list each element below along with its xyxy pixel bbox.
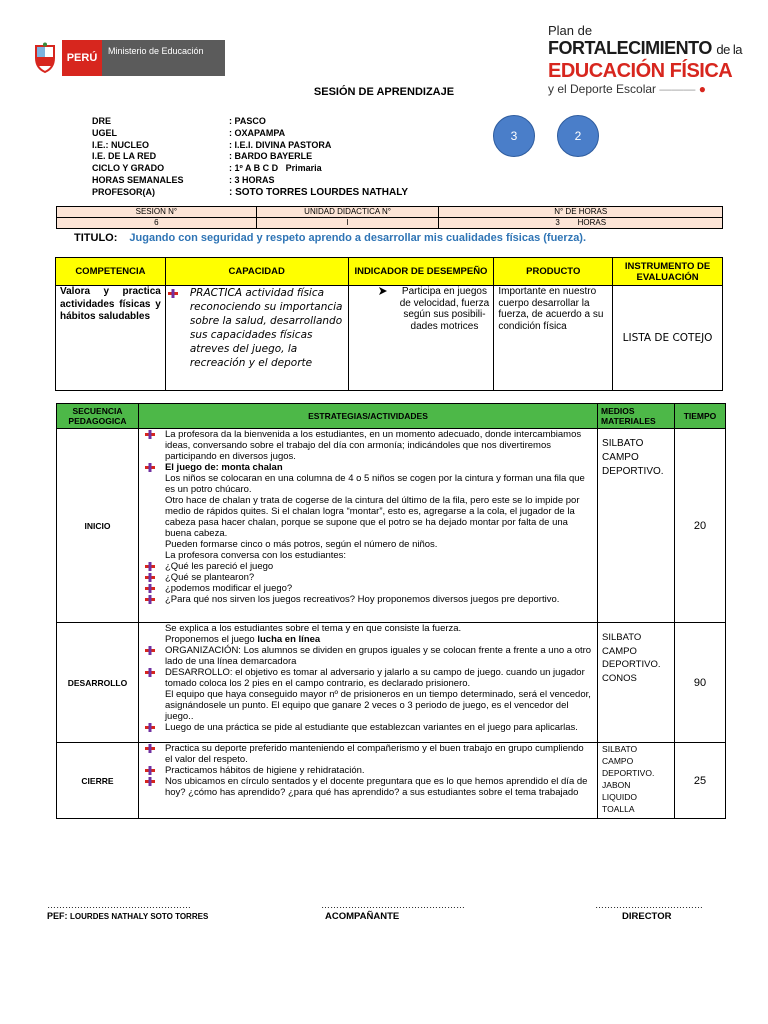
material-item: DEPORTIVO. xyxy=(602,768,655,778)
activities-list xyxy=(139,743,597,798)
circle-badge-2: 2 xyxy=(557,115,599,157)
peru-label: PERÚ xyxy=(62,40,102,76)
activity-text: ¿Para qué nos sirven los juegos recreativos? Hoy proponemos diversos juegos pre deportivo. xyxy=(164,594,560,605)
acompanante-label: ACOMPAÑANTE xyxy=(325,911,400,922)
activities-header: TIEMPO xyxy=(675,404,726,429)
activities-list xyxy=(139,429,597,605)
session-value: I xyxy=(256,218,439,229)
activities-cell xyxy=(138,743,597,819)
activity-text: ¿Qué se plantearon? xyxy=(164,572,255,583)
info-row xyxy=(92,187,408,199)
competency-header: CAPACIDAD xyxy=(165,258,348,286)
stage-cell: INICIO xyxy=(57,429,139,623)
activity-item xyxy=(145,583,593,594)
page-title: SESIÓN DE APRENDIZAJE xyxy=(313,86,455,98)
bullet-icon xyxy=(145,573,155,582)
signature-line-pef: ………………………………………… xyxy=(47,900,191,910)
info-key: UGEL xyxy=(92,127,118,138)
bullet-icon xyxy=(145,646,155,655)
activity-row-desarrollo xyxy=(57,623,726,743)
session-value: 3 HORAS xyxy=(439,218,723,229)
activity-text: Practicamos hábitos de higiene y rehidratación. xyxy=(164,765,365,776)
info-value: : 3 HORAS xyxy=(229,174,275,185)
competency-header: INDICADOR DE DESEMPEÑO xyxy=(348,258,494,286)
competency-header: PRODUCTO xyxy=(494,258,613,286)
activity-text: La profesora conversa con los estudiantes: xyxy=(164,550,347,561)
material-item: CONOS xyxy=(602,672,637,684)
ministry-label: Ministerio de Educación xyxy=(102,40,225,76)
activity-text: El equipo que haya conseguido mayor nº de prisioneros en un tiempo determinado, será el vencedor, asignándosele un punto. El equipo que ganare 2 veces o 3 periodo de juego, es el vencedor del juego.. xyxy=(164,689,591,722)
material-item: SILBATO xyxy=(602,632,642,643)
plan-line1: Plan de xyxy=(548,23,593,38)
info-key: DRE xyxy=(92,116,112,126)
session-header: SESION N° xyxy=(57,207,257,218)
info-value: : BARDO BAYERLE xyxy=(229,151,313,162)
bullet-icon xyxy=(145,744,155,753)
session-value: 6 xyxy=(57,218,257,229)
info-key: PROFESOR(A) xyxy=(92,186,155,197)
plan-line4: y el Deporte Escolar xyxy=(548,82,657,96)
info-key: I.E.: NUCLEO xyxy=(92,139,150,150)
material-item: LIQUIDO xyxy=(602,792,637,802)
pef-name: LOURDES NATHALY SOTO TORRES xyxy=(70,912,209,921)
activities-header: SECUENCIA PEDAGOGICA xyxy=(57,404,139,429)
activity-text: El juego de: monta chalan xyxy=(164,462,283,473)
info-value: : 1º A B C D Primaria xyxy=(229,163,322,174)
signature-line-acompanante: ………………………………………… xyxy=(321,900,465,910)
activity-item xyxy=(145,722,593,733)
titulo-line xyxy=(74,232,586,244)
competency-header-row xyxy=(56,258,723,286)
arrow-bullet-icon xyxy=(379,287,387,299)
capacidad-bullet-icon xyxy=(168,286,190,370)
activity-text: DESARROLLO: el objetivo es tomar al adversario y jalarlo a su campo de juego. cuando un jugador tomado coloca los 2 pies en el campo contrario, es declarado prisionero. xyxy=(164,667,585,689)
info-row xyxy=(92,163,408,175)
info-row xyxy=(92,116,408,128)
info-key: HORAS SEMANALES xyxy=(92,174,184,185)
competency-header: COMPETENCIA xyxy=(56,258,166,286)
pef-signature xyxy=(47,911,208,921)
instrumento-cell: LISTA DE COTEJO xyxy=(613,286,723,391)
session-header: UNIDAD DIDACTICA N° xyxy=(256,207,439,218)
indicador-text: Participa en juegos de velocidad, fuerza según sus posibili-dades motrices xyxy=(399,286,490,332)
capacidad-text: actividad física reconociendo su importancia sobre la salud, desarrollando sus capacidades físicas atreves del juego, la recreación y el deporte xyxy=(189,287,343,369)
stage-cell: DESARROLLO xyxy=(57,623,139,743)
info-key: CICLO Y GRADO xyxy=(92,163,165,174)
bullet-icon xyxy=(145,430,155,439)
activity-item xyxy=(145,473,593,495)
info-value: : SOTO TORRES LOURDES NATHALY xyxy=(229,186,409,198)
session-header: N° DE HORAS xyxy=(439,207,723,218)
material-item: JABON xyxy=(602,780,631,790)
activity-row-inicio xyxy=(57,429,726,623)
activity-item xyxy=(145,623,593,634)
session-value-row xyxy=(57,218,723,229)
material-item: CAMPO xyxy=(602,452,639,463)
bullet-icon xyxy=(145,595,155,604)
bullet-icon xyxy=(145,668,155,677)
time-cell: 20 xyxy=(675,429,726,623)
info-row xyxy=(92,151,408,163)
titulo-label: TITULO: xyxy=(74,232,118,244)
activity-text: Nos ubicamos en círculo sentados y el docente preguntara que es lo que hemos aprendido el día de hoy? ¿cómo has aprendido? ¿para qué has aprendido? a sus estudiantes sobre el tema trabajado xyxy=(164,776,588,798)
activity-item xyxy=(145,689,593,722)
info-row xyxy=(92,128,408,140)
pef-label: PEF: xyxy=(47,911,68,921)
activities-header: ESTRATEGIAS/ACTIVIDADES xyxy=(138,404,597,429)
material-item: SILBATO xyxy=(602,438,644,449)
materials-cell xyxy=(598,429,675,623)
activities-cell xyxy=(138,623,597,743)
info-value: : PASCO xyxy=(229,116,266,126)
material-item: CAMPO xyxy=(602,756,634,766)
activity-item xyxy=(145,645,593,667)
competency-row xyxy=(56,286,723,391)
activities-table xyxy=(56,403,726,819)
activity-text: ¿podemos modificar el juego? xyxy=(164,583,293,594)
material-item: TOALLA xyxy=(602,804,635,814)
activity-row-cierre xyxy=(57,743,726,819)
plan-line3: EDUCACIÓN FÍSICA xyxy=(548,60,733,82)
activity-text: Practica su deporte preferido manteniendo el compañerismo y el buen trabajo en grupo cumpliendo el valor del respeto. xyxy=(164,743,584,765)
activity-text: Proponemos el juego lucha en línea xyxy=(164,634,321,645)
info-row xyxy=(92,175,408,187)
materials-cell xyxy=(598,623,675,743)
activity-item xyxy=(145,667,593,689)
bullet-icon xyxy=(145,723,155,732)
activity-item xyxy=(145,743,593,765)
activity-item xyxy=(145,429,593,462)
signature-line-director: ……………………………… xyxy=(595,900,703,910)
material-item: SILBATO xyxy=(602,744,638,754)
plan-line2a: FORTALECIMIENTO xyxy=(548,38,712,58)
plan-fortalecimiento-logo: Plan de FORTALECIMIENTO de la EDUCACIÓN FÍSICA y el Deporte Escolar ——— ● xyxy=(548,24,753,96)
titulo-value: Jugando con seguridad y respeto aprendo a desarrollar mis cualidades físicas (fuerza). xyxy=(129,232,587,244)
director-label: DIRECTOR xyxy=(622,911,672,922)
bullet-icon xyxy=(145,777,155,786)
activity-item xyxy=(145,550,593,561)
session-table xyxy=(56,206,723,229)
competency-header: INSTRUMENTO DE EVALUACIÓN xyxy=(613,258,723,286)
time-cell: 25 xyxy=(675,743,726,819)
activities-list xyxy=(139,623,597,733)
activity-item xyxy=(145,765,593,776)
activity-text: Se explica a los estudiantes sobre el tema y en que consiste la fuerza. xyxy=(164,623,462,634)
time-cell: 90 xyxy=(675,623,726,743)
info-value: : I.E.I. DIVINA PASTORA xyxy=(229,139,332,150)
activity-item xyxy=(145,634,593,645)
material-item: DEPORTIVO. xyxy=(602,659,661,670)
info-key: I.E. DE LA RED xyxy=(92,151,157,162)
activity-item xyxy=(145,572,593,583)
bullet-icon xyxy=(145,463,155,472)
competency-table xyxy=(55,257,723,391)
competencia-cell: Valora y practica actividades físicas y hábitos saludables xyxy=(56,286,166,391)
info-block xyxy=(92,116,408,199)
activity-item xyxy=(145,495,593,539)
activity-item xyxy=(145,539,593,550)
capacidad-lead: PRACTICA xyxy=(189,287,243,299)
bullet-icon xyxy=(145,584,155,593)
materials-cell xyxy=(598,743,675,819)
activity-text: Luego de una práctica se pide al estudiante que establezcan variantes en el juego para aplicarlas. xyxy=(164,722,578,733)
bullet-icon xyxy=(145,562,155,571)
activities-cell xyxy=(138,429,597,623)
activity-text: Pueden formarse cinco o más potros, según el número de niños. xyxy=(164,539,438,550)
activity-text: Los niños se colocaran en una columna de 4 o 5 niños se cogen por la cintura y forman una fila que es un potro chúcaro. xyxy=(164,473,585,495)
activity-item xyxy=(145,776,593,798)
activity-text: La profesora da la bienvenida a los estudiantes, en un momento adecuado, donde intercambiamos ideas, conversando sobre el trabajo del día con armonía; indicándoles que nos divertiremos participando en diversos jugos. xyxy=(164,429,582,462)
indicador-cell xyxy=(348,286,494,391)
activities-header-row xyxy=(57,404,726,429)
bullet-icon xyxy=(145,766,155,775)
activity-item xyxy=(145,594,593,605)
plan-line2b: de la xyxy=(716,42,743,57)
activity-text: ORGANIZACIÓN: Los alumnos se dividen en grupos iguales y se colocan frente a frente a uno a otro lado de una línea demarcadora xyxy=(164,645,592,667)
activities-header: MEDIOS MATERIALES xyxy=(598,404,675,429)
producto-cell: Importante en nuestro cuerpo desarrollar la fuerza, de acuerdo a su condición física xyxy=(494,286,613,391)
info-value: : OXAPAMPA xyxy=(229,127,286,138)
info-row xyxy=(92,140,408,152)
peru-shield-icon xyxy=(28,40,62,76)
activity-item xyxy=(145,462,593,473)
session-header-row xyxy=(57,207,723,218)
material-item: DEPORTIVO. xyxy=(602,466,664,477)
capacidad-cell xyxy=(165,286,348,391)
activity-item xyxy=(145,561,593,572)
stage-cell: CIERRE xyxy=(57,743,139,819)
circle-badge-1: 3 xyxy=(493,115,535,157)
peru-ministry-logo xyxy=(28,40,225,76)
activity-text: Otro hace de chalan y trata de cogerse de la cintura del último de la fila, pero este se lo impide por medio de rápidos quites. Si el chalan logra “montar”, esto es, agregarse a la cola, el jugador de la cabeza pasa hacer chalan, porque se supone que el potro se ha dejado montar por falta de una buena cabeza. xyxy=(164,495,580,539)
material-item: CAMPO xyxy=(602,645,637,657)
activity-text: ¿Qué les pareció el juego xyxy=(164,561,274,572)
